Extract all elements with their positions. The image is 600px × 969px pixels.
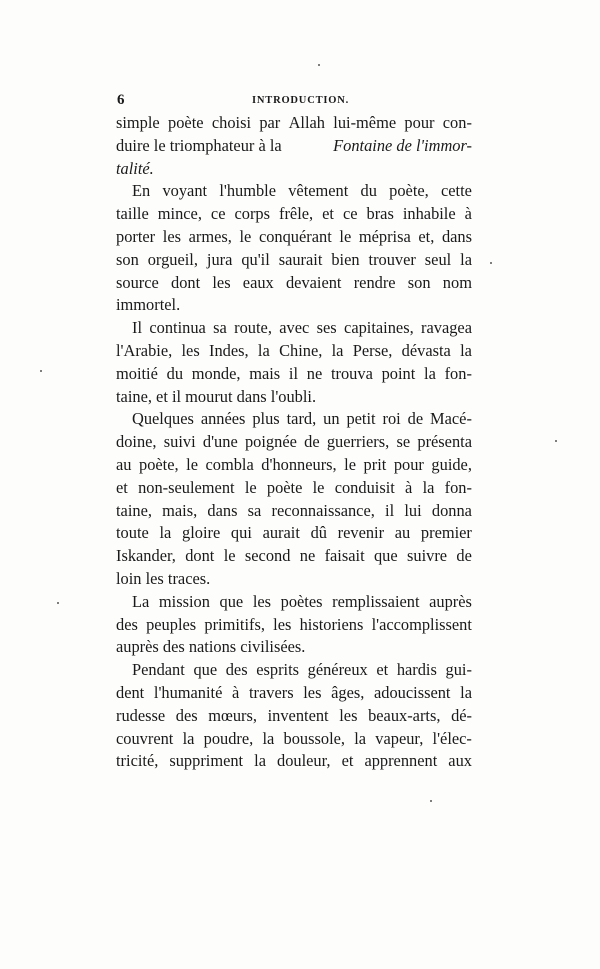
word: Allah xyxy=(288,113,325,132)
word: le xyxy=(244,477,257,497)
word: le xyxy=(239,226,252,246)
word: La xyxy=(132,591,150,611)
word: que xyxy=(373,546,398,566)
text-line xyxy=(116,500,472,523)
word: dont xyxy=(185,546,215,566)
word: les xyxy=(339,705,358,725)
word: dû xyxy=(310,523,327,543)
word: l'élec- xyxy=(432,728,472,748)
text-line xyxy=(116,112,472,135)
word: choisi xyxy=(211,113,251,132)
word: orgueil, xyxy=(147,249,198,269)
word: par xyxy=(259,113,281,132)
word: aurait xyxy=(262,523,300,543)
italic-phrase: Fontaine de l'immor- xyxy=(333,135,472,155)
word: un xyxy=(323,409,340,429)
word: poète, xyxy=(139,454,179,474)
word: couvrent xyxy=(116,728,174,748)
word: bras xyxy=(366,204,394,224)
text-line xyxy=(116,477,472,500)
word: petit xyxy=(346,409,376,429)
word: les xyxy=(273,614,292,634)
text-line xyxy=(116,522,472,545)
word: revenir xyxy=(337,523,385,543)
word: ce xyxy=(342,204,358,224)
word: dans xyxy=(207,500,238,520)
text-line xyxy=(116,705,472,728)
scan-speck xyxy=(57,602,59,604)
word: aux xyxy=(448,751,472,771)
word: présenta xyxy=(417,432,472,452)
word: du xyxy=(166,363,184,383)
text-line xyxy=(116,591,472,614)
word: d'honneurs, xyxy=(261,454,337,474)
word: vêtement xyxy=(288,181,349,201)
word: des xyxy=(225,660,248,680)
word: fon- xyxy=(444,363,472,383)
word: suppriment xyxy=(169,751,244,771)
word: En xyxy=(132,181,151,201)
word: tricité, xyxy=(116,751,159,771)
word: premier xyxy=(420,523,472,543)
word: con- xyxy=(442,113,472,132)
word: les xyxy=(252,591,272,611)
word: gui- xyxy=(445,660,472,680)
word: ses xyxy=(316,318,337,338)
text-line xyxy=(116,659,472,682)
word: du xyxy=(360,181,377,201)
word: esprits xyxy=(256,660,300,680)
word: la xyxy=(460,340,472,360)
word: Macé- xyxy=(430,409,472,429)
word: continua xyxy=(149,318,206,338)
word: des xyxy=(116,614,138,634)
text-line xyxy=(116,158,472,181)
word: la xyxy=(262,728,275,748)
word: non-seulement xyxy=(138,477,235,497)
word: lui-même xyxy=(333,113,397,132)
scan-speck xyxy=(490,262,492,264)
word: taine, xyxy=(116,500,152,520)
word: Chine, xyxy=(279,340,323,360)
word: de xyxy=(304,432,320,452)
word: route, xyxy=(234,318,272,338)
text-line xyxy=(116,340,472,363)
word: guide, xyxy=(431,454,472,474)
word: suivi xyxy=(163,432,196,452)
word: prit xyxy=(363,454,387,474)
word: ce xyxy=(210,204,226,224)
text-line xyxy=(116,203,472,226)
word: saurait xyxy=(278,249,323,269)
running-title: INTRODUCTION. xyxy=(252,95,350,106)
word: adoucissent xyxy=(374,682,451,702)
scan-speck xyxy=(40,370,42,372)
word: poète, xyxy=(389,181,429,201)
word: simple xyxy=(116,113,160,132)
word: la xyxy=(159,523,172,543)
scan-speck xyxy=(555,440,557,442)
word: roi xyxy=(382,409,401,429)
word: devaient xyxy=(285,272,342,292)
word: et, xyxy=(418,226,435,246)
word: pour xyxy=(393,454,424,474)
word: nom xyxy=(442,272,472,292)
word: Quelques xyxy=(132,409,194,429)
word: qui xyxy=(230,523,252,543)
word: travers xyxy=(248,682,294,702)
word: Perse, xyxy=(352,340,393,360)
word: trouver xyxy=(368,249,416,269)
text-line xyxy=(116,226,472,249)
word: le xyxy=(344,454,357,474)
word: qu'il xyxy=(241,249,270,269)
word: la xyxy=(354,728,367,748)
word: poète xyxy=(266,477,303,497)
text-line xyxy=(116,750,472,773)
word: peuples xyxy=(146,614,197,634)
word: moitié xyxy=(116,363,158,383)
word: et xyxy=(341,751,354,771)
word: frêle, xyxy=(279,204,314,224)
word: beaux-arts, xyxy=(368,705,441,725)
text-line xyxy=(116,272,472,295)
word: la xyxy=(424,363,436,383)
word: Indes, xyxy=(209,340,249,360)
word: au xyxy=(394,523,411,543)
word: donna xyxy=(431,500,472,520)
text-line xyxy=(116,454,472,477)
word: ne xyxy=(299,546,316,566)
word: d'une xyxy=(202,432,238,452)
word: toute xyxy=(116,523,149,543)
text-line xyxy=(116,682,472,705)
word: poignée xyxy=(244,432,297,452)
word: la xyxy=(422,477,435,497)
word: la xyxy=(257,340,270,360)
body-text xyxy=(116,112,472,773)
word: historiens xyxy=(299,614,364,634)
word: il xyxy=(288,363,299,383)
word: dé- xyxy=(451,705,472,725)
word: seul xyxy=(424,249,452,269)
word: sa xyxy=(213,318,227,338)
word: conquérant xyxy=(258,226,332,246)
word: les xyxy=(212,272,231,292)
word: poètes xyxy=(280,591,323,611)
text-line: immortel. xyxy=(116,295,181,315)
word: auprès xyxy=(429,591,472,611)
word: et xyxy=(376,660,389,680)
word: la xyxy=(460,249,472,269)
text-line xyxy=(116,614,472,637)
word: faisait xyxy=(324,546,365,566)
word: méprisa xyxy=(358,226,411,246)
text-line xyxy=(116,408,472,431)
text-line: loin les traces. xyxy=(116,568,211,588)
word: la xyxy=(182,728,195,748)
text-line xyxy=(116,431,472,454)
word: corps xyxy=(234,204,270,224)
word: jura xyxy=(206,249,233,269)
word: à xyxy=(405,477,413,497)
word: conduisit xyxy=(334,477,395,497)
word: douleur, xyxy=(277,751,331,771)
word: et xyxy=(116,477,128,497)
word: tard, xyxy=(286,409,317,429)
word: ravagea xyxy=(421,318,472,338)
word: il xyxy=(385,500,395,520)
word: le xyxy=(223,546,236,566)
word: que xyxy=(193,660,218,680)
word: avec xyxy=(279,318,310,338)
word: source xyxy=(116,272,159,292)
word: l'Arabie, xyxy=(116,340,173,360)
word: capitaines, xyxy=(344,318,414,338)
text-line: duire le triomphateur à la Fontaine de l'immor- xyxy=(116,135,472,158)
word: second xyxy=(244,546,291,566)
word: doine, xyxy=(116,432,157,452)
word: dévasta xyxy=(401,340,451,360)
word: poète xyxy=(168,113,204,132)
word: dans xyxy=(441,226,472,246)
word: mais, xyxy=(162,500,198,520)
word: boussole, xyxy=(283,728,345,748)
text-line xyxy=(116,180,472,203)
word: gloire xyxy=(182,523,221,543)
word: suivre xyxy=(407,546,448,566)
word: Il xyxy=(132,318,143,338)
word: Pendant xyxy=(132,660,185,680)
word: que xyxy=(219,591,244,611)
word: mince, xyxy=(157,204,202,224)
word: au xyxy=(116,454,132,474)
scan-speck xyxy=(430,800,432,802)
word: âges, xyxy=(331,682,365,702)
word: rendre xyxy=(353,272,396,292)
word: le xyxy=(186,454,198,474)
word: le xyxy=(312,477,325,497)
text-line xyxy=(116,363,472,386)
scan-speck xyxy=(318,64,320,66)
word: son xyxy=(407,272,431,292)
word: poudre, xyxy=(203,728,254,748)
word: mœurs, xyxy=(208,705,257,725)
word: inhabile xyxy=(402,204,456,224)
word: généreux xyxy=(307,660,368,680)
text-line xyxy=(116,249,472,272)
word: armes, xyxy=(188,226,232,246)
word: à xyxy=(232,682,240,702)
word: à xyxy=(464,204,472,224)
word: les xyxy=(303,682,322,702)
word: plus xyxy=(252,409,280,429)
word: mission xyxy=(158,591,210,611)
word: primitifs, xyxy=(204,614,265,634)
word: ne xyxy=(306,363,323,383)
word: la xyxy=(460,682,472,702)
word: dent xyxy=(116,682,145,702)
word: guerriers, xyxy=(326,432,390,452)
word: l'humanité xyxy=(153,682,223,702)
word: l'accomplissent xyxy=(371,614,472,634)
word: l'humble xyxy=(219,181,276,201)
word: lui xyxy=(404,500,422,520)
word: rudesse xyxy=(116,705,166,725)
word: reconnaissance, xyxy=(271,500,375,520)
word: le xyxy=(339,226,352,246)
word: bien xyxy=(331,249,360,269)
word: trouva xyxy=(330,363,373,383)
word: dont xyxy=(171,272,201,292)
word: les xyxy=(181,340,200,360)
word: inventent xyxy=(267,705,329,725)
word: remplissaient xyxy=(332,591,420,611)
word: monde, xyxy=(191,363,241,383)
word: combla xyxy=(205,454,254,474)
word: sa xyxy=(247,500,262,520)
text-line xyxy=(116,545,472,568)
word: la xyxy=(254,751,266,771)
word: voyant xyxy=(162,181,208,201)
page-number: 6 xyxy=(117,92,125,108)
word: de xyxy=(456,546,472,566)
italic-phrase: talité. xyxy=(116,158,154,178)
word: cette xyxy=(440,181,472,201)
text-line xyxy=(116,317,472,340)
word: mais xyxy=(249,363,281,383)
word: porter xyxy=(116,226,156,246)
word: années xyxy=(200,409,246,429)
word: et xyxy=(322,204,334,224)
word: point xyxy=(381,363,416,383)
word: des xyxy=(175,705,198,725)
word: la xyxy=(331,340,344,360)
word: hardis xyxy=(396,660,437,680)
text-line xyxy=(116,728,472,751)
word: fon- xyxy=(444,477,472,497)
text-line: taine, et il mourut dans l'oubli. xyxy=(116,386,317,406)
word: pour xyxy=(404,113,435,132)
word: vapeur, xyxy=(375,728,424,748)
word: se xyxy=(396,432,411,452)
word: taille xyxy=(116,204,149,224)
word: les xyxy=(162,226,181,246)
word: apprennent xyxy=(364,751,438,771)
word: son xyxy=(116,249,139,269)
text-line: auprès des nations civilisées. xyxy=(116,637,306,657)
word: de xyxy=(407,409,424,429)
word: Iskander, xyxy=(116,546,176,566)
word: eaux xyxy=(242,272,274,292)
